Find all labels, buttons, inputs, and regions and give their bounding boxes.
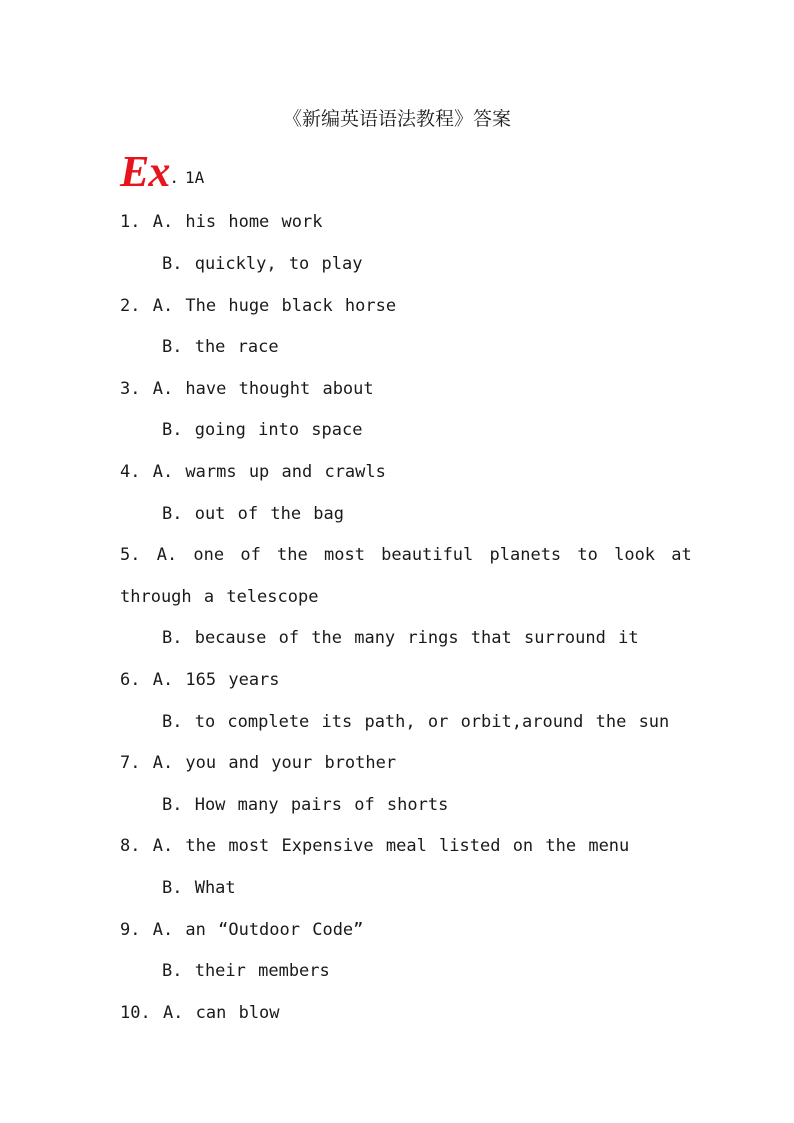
answer-line-7b: B. How many pairs of shorts	[162, 795, 449, 815]
answer-line-3b: B. going into space	[162, 420, 363, 440]
answer-line-3a: 3. A. have thought about	[120, 379, 374, 399]
answer-line-6b: B. to complete its path, or orbit,around the sun	[162, 712, 670, 732]
answer-line-4a: 4. A. warms up and crawls	[120, 462, 386, 482]
answer-line-8a: 8. A. the most Expensive meal listed on the menu	[120, 836, 630, 856]
exercise-dot: .	[169, 168, 179, 187]
answer-line-1a: 1. A. his home work	[120, 212, 323, 232]
document-title: 《新编英语语法教程》答案	[282, 108, 511, 130]
answer-line-4b: B. out of the bag	[162, 504, 344, 524]
exercise-mark: Ex	[120, 147, 170, 196]
answer-line-7a: 7. A. you and your brother	[120, 753, 397, 773]
exercise-label: 1A	[185, 168, 205, 187]
exercise-heading	[120, 146, 204, 194]
answer-line-5b: B. because of the many rings that surround it	[162, 628, 639, 648]
answer-line-9a: 9. A. an “Outdoor Code”	[120, 920, 364, 940]
answer-line-2b: B. the race	[162, 337, 279, 357]
answer-line-6a: 6. A. 165 years	[120, 670, 280, 690]
answer-line-1b: B. quickly, to play	[162, 254, 363, 274]
answer-line-9b: B. their members	[162, 961, 330, 981]
answer-line-10a: 10. A. can blow	[120, 1003, 280, 1023]
answer-line-8b: B. What	[162, 878, 236, 898]
answer-line-5a-cont: through a telescope	[120, 587, 319, 607]
answer-line-5a: 5. A. one of the most beautiful planets to look at	[120, 545, 692, 565]
answer-line-2a: 2. A. The huge black horse	[120, 296, 397, 316]
